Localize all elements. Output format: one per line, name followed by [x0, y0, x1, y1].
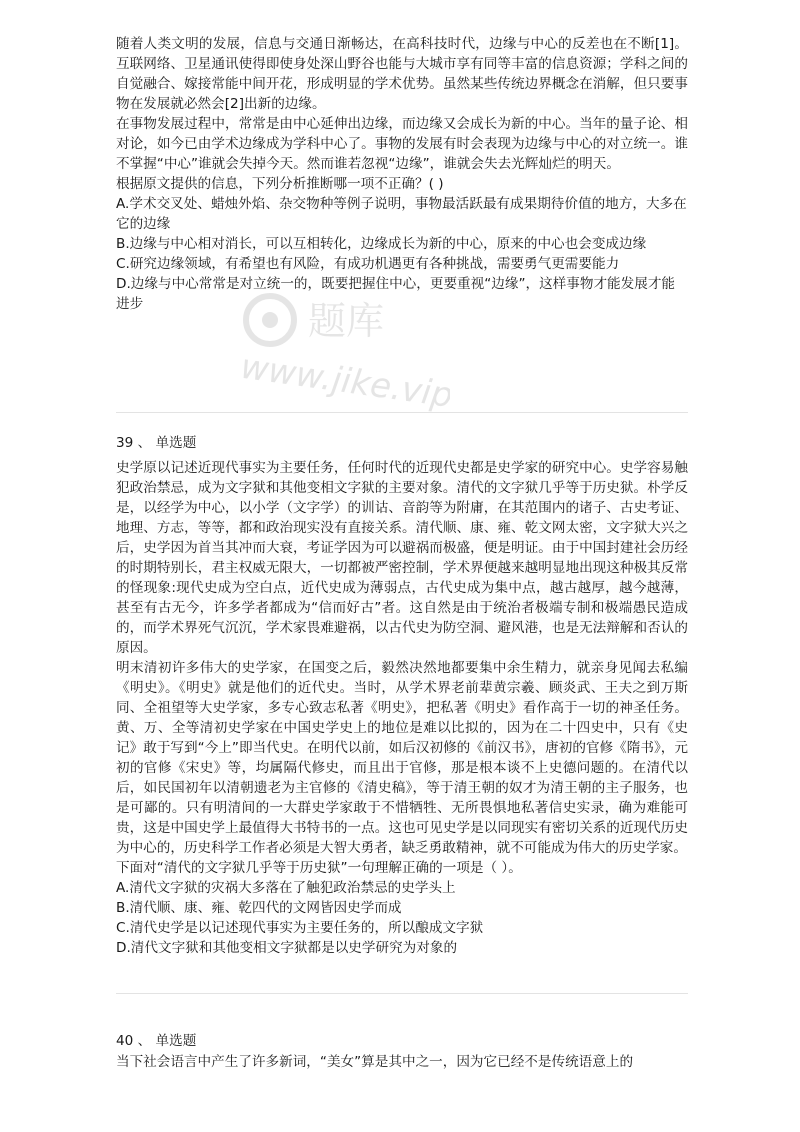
q38-option-c[interactable]: C.研究边缘领域，有希望也有风险，有成功机遇更有各种挑战，需要勇气更需要能力 — [116, 256, 620, 272]
q39-option-a[interactable]: A.清代文字狱的灾祸大多落在了触犯政治禁忌的史学头上 — [116, 880, 456, 896]
q39-paragraph-2: 明末清初许多伟大的史学家，在国变之后，毅然决然地都要集中余生精力，就亲身见闻去私编《明史》。《明史》就是他们的近代史。当时，从学术界老前辈黄宗羲、顾炎武、王夫之到万斯同、全祖望等大史学家，多专心致志私著《明史》，把私著《明史》看作高于一切的神圣任务。黄、万、全等清初史学家在中国史学史上的地位是难以比拟的，因为在二十四史中，只有《史记》敢于写到“今上”即当代史。在明代以前，如后汉初修的《前汉书》，唐初的官修《隋书》，元初的官修《宋史》等，均属隔代修史，而且出于官修，那是根本谈不上史德问题的。在清代以后，如民国初年以清朝遗老为主官修的《清史稿》，等于清王朝的奴才为清王朝的主子服务，也是可鄙的。只有明清间的一大群史学家敢于不惜牺牲、无所畏惧地私著信史实录，确为难能可贵，这是中国史学上最值得大书特书的一点。这也可见史学是以同现实有密切关系的近现代历史为中心的，历史科学工作者必须是大智大勇者，缺乏勇敢精神，就不可能成为伟大的历史学家。 — [116, 660, 688, 856]
q39-paragraph-1: 史学原以记述近现代事实为主要任务，任何时代的近现代史都是史学家的研究中心。史学容易触犯政治禁忌，成为文字狱和其他变相文字狱的主要对象。清代的文字狱几乎等于历史狱。朴学反是，以经学为中心，以小学（文字学）的训诂、音韵等为附庸，在其范围内的诸子、古史考证、地理、方志，等等，都和政治现实没有直接关系。清代顺、康、雍、乾文网太密，文字狱大兴之后，史学因为首当其冲而大衰，考证学因为可以避祸而极盛，便是明证。由于中国封建社会历经的时期特别长，君主权威无限大，一切都被严密控制，学术界便越来越明显地出现这种极其反常的怪现象:现代史成为空白点，近代史成为薄弱点，古代史成为集中点，越古越厚，越今越薄，甚至有古无今，许多学者都成为“信而好古”者。这自然是由于统治者极端专制和极端愚民造成的，而学术界死气沉沉，学术家畏难避祸，以古代史为防空洞、避风港，也是无法辩解和否认的原因。 — [116, 460, 688, 656]
separator-38-39 — [116, 412, 688, 413]
question-39-block — [116, 458, 688, 958]
q38-option-a[interactable]: A.学术交叉处、蜡烛外焰、杂交物种等例子说明，事物最活跃最有成果期待价值的地方，大多在它的边缘 — [116, 196, 687, 232]
watermark-cn-text: 题库 — [308, 299, 385, 343]
q38-paragraph-2: 在事物发展过程中，常常是由中心延伸出边缘，而边缘又会成长为新的中心。当年的量子论、相对论，如今已由学术边缘成为学科中心了。事物的发展有时会表现为边缘与中心的对立统一。谁不掌握“中心”谁就会失掉今天。然而谁若忽视“边缘”，谁就会失去光辉灿烂的明天。 — [116, 116, 688, 172]
question-40-block — [116, 1052, 688, 1072]
q39-option-c[interactable]: C.清代史学是以记述现代事实为主要任务的，所以酿成文字狱 — [116, 920, 484, 936]
q39-option-d[interactable]: D.清代文字狱和其他变相文字狱都是以史学研究为对象的 — [116, 940, 458, 956]
q39-option-b[interactable]: B.清代顺、康、雍、乾四代的文网皆因史学而成 — [116, 900, 402, 916]
q39-question-stem: 下面对“清代的文字狱几乎等于历史狱”一句理解正确的一项是（ ）。 — [116, 860, 522, 876]
separator-39-40 — [116, 993, 688, 994]
q38-option-b[interactable]: B.边缘与中心相对消长，可以互相转化，边缘成长为新的中心，原来的中心也会变成边缘 — [116, 236, 647, 252]
q38-question-stem: 根据原文提供的信息，下列分析推断哪一项不正确？( ) — [116, 176, 444, 192]
question-38-block — [116, 34, 688, 314]
watermark-url-text: www.jike.vip — [238, 346, 450, 417]
q40-header: 40 、 单选题 — [116, 1033, 197, 1049]
q40-paragraph-1: 当下社会语言中产生了许多新词，“美女”算是其中之一，因为它已经不是传统语意上的 — [116, 1054, 634, 1070]
q39-header: 39 、 单选题 — [116, 435, 197, 451]
q38-paragraph-1: 随着人类文明的发展，信息与交通日渐畅达，在高科技时代，边缘与中心的反差也在不断[1]。互联网络、卫星通讯使得即使身处深山野谷也能与大城市享有同等丰富的信息资源；学科之间的自觉融合、嫁接常能中间开花，形成明显的学术优势。虽然某些传统边界概念在消解，但只要事物在发展就必然会[2]出新的边缘。 — [116, 36, 688, 112]
q38-option-d[interactable]: D.边缘与中心常常是对立统一的，既要把握住中心，更要重视“边缘”，这样事物才能发展才能进步 — [116, 276, 676, 312]
